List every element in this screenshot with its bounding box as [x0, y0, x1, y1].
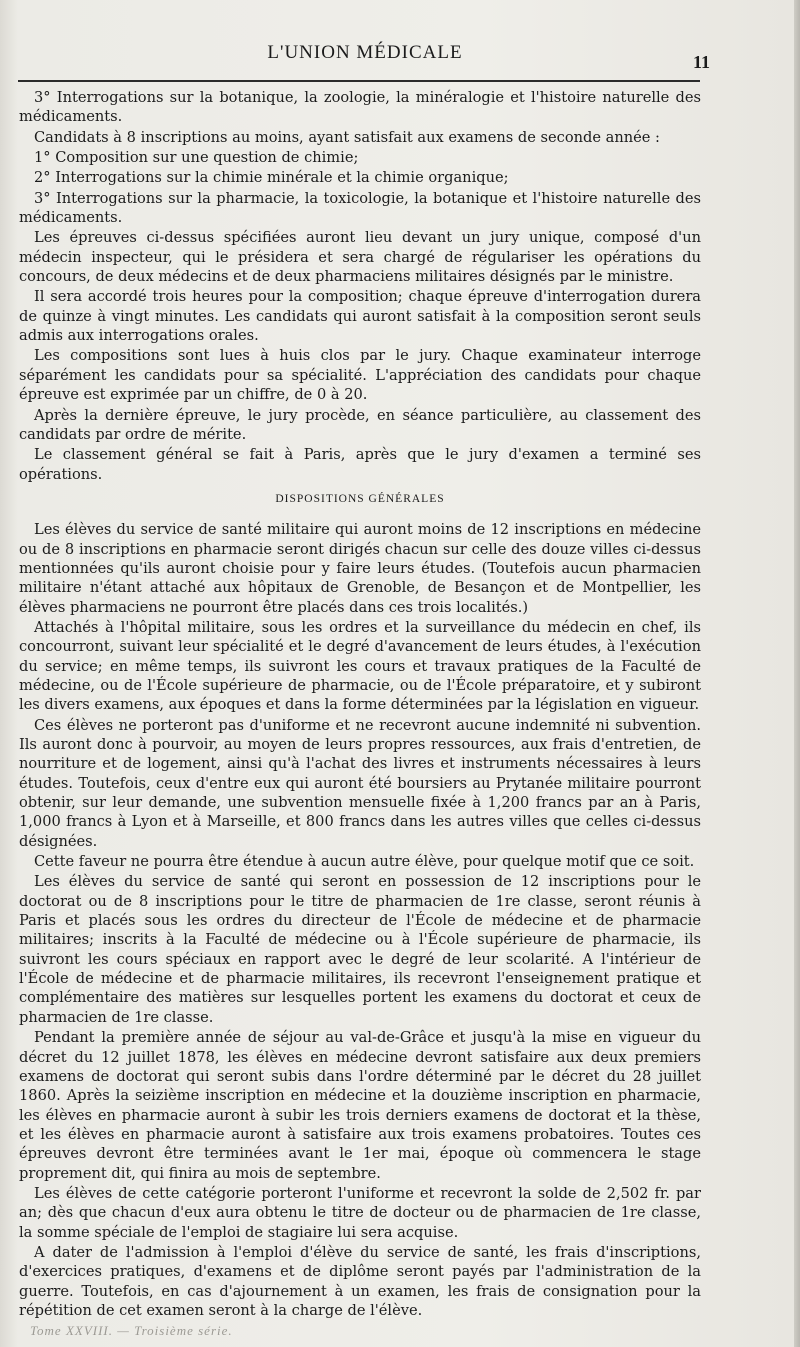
list-item: 3° Interrogations sur la pharmacie, la toxicologie, la botanique et l'histoire naturelle des médicaments. — [19, 189, 701, 227]
paragraph: Les élèves du service de santé militaire qui auront moins de 12 inscriptions en médecine ou de 8 inscriptions en pharmacie seront dirigés chacun sur celle des douze villes ci-dessus mentionnées qu'ils auront choisie pour y faire leurs études. (Toutefois aucun pharmacien militaire n'étant attaché aux hôpitaux de Grenoble, de Besançon et de Montpellier, les élèves pharmaciens ne pourront être placés dans ces trois localités.) — [19, 521, 701, 616]
paragraph: Les compositions sont lues à huis clos par le jury. Chaque examinateur interroge séparément les candidats pour sa spécialité. L'appréciation des candidats pour chaque épreuve est exprimée par un chiffre, de 0 à 20. — [19, 347, 701, 404]
paragraph: 3° Interrogations sur la botanique, la zoologie, la minéralogie et l'histoire naturelle des médicaments. — [19, 89, 701, 126]
paragraph: Il sera accordé trois heures pour la composition; chaque épreuve d'interrogation durera de quinze à vingt minutes. Les candidats qui auront satisfait à la composition seront seuls admis aux interrogations orales. — [19, 288, 701, 345]
article-body — [19, 88, 701, 1321]
running-header — [20, 42, 710, 76]
paragraph: Candidats à 8 inscriptions au moins, ayant satisfait aux examens de seconde année : — [34, 128, 660, 146]
paragraph: Cette faveur ne pourra être étendue à aucun autre élève, pour quelque motif que ce soit. — [34, 853, 695, 871]
bleed-through-footer: Tome XXVIII. — Troisième série. — [30, 1323, 233, 1338]
paragraph: Après la dernière épreuve, le jury procède, en séance particulière, au classement des candidats par ordre de mérite. — [19, 406, 701, 443]
page-number: 11 — [692, 52, 710, 72]
paragraph: A dater de l'admission à l'emploi d'élève du service de santé, les frais d'inscriptions, d'exercices pratiques, d'examens et de diplôme seront payés par l'administration de la guerre. Toutefois, en cas d'ajournement à un examen, les frais de consignation pour la répétition de cet examen seront à la charge de l'élève. — [19, 1243, 701, 1319]
page-edge-shadow — [794, 0, 800, 1347]
paragraph: Attachés à l'hôpital militaire, sous les ordres et la surveillance du médecin en chef, ils concourront, suivant leur spécialité et le degré d'avancement de leurs études, à l'exécution du service; en même temps, ils suivront les cours et travaux pratiques de la Faculté de médecine, ou de l'École supérieure de pharmacie, ou de l'École préparatoire, et y subiront les divers examens, aux époques et dans la forme déterminées par la législation en vigueur. — [19, 618, 701, 714]
paragraph: Les élèves du service de santé qui seront en possession de 12 inscriptions pour le doctorat ou de 8 inscriptions pour le titre de pharmacien de 1re classe, seront réunis à Paris et placés sous les ordres du directeur de l'École de médecine et de pharmacie militaires; inscrits à la Faculté de médecine ou à l'École supérieure de pharmacie, ils suivront les cours spéciaux en rapport avec le degré de leur scolarité. A l'intérieur de l'École de médecine et de pharmacie militaires, ils recevront l'enseignement pratique et complémentaire des matières sur lesquelles portent les examens du doctorat et ceux de pharmacien de 1re classe. — [19, 873, 701, 1026]
paragraph: Les élèves de cette catégorie porteront l'uniforme et recevront la solde de 2,502 fr. par an; dès que chacun d'eux aura obtenu le titre de docteur ou de pharmacien de 1re classe, la somme spéciale de l'emploi de stagiaire lui sera acquise. — [19, 1184, 701, 1241]
journal-title: L'UNION MÉDICALE — [267, 42, 463, 63]
paragraph: Pendant la première année de séjour au val-de-Grâce et jusqu'à la mise en vigueur du décret du 12 juillet 1878, les élèves en médecine devront satisfaire aux deux premiers examens de doctorat qui seront subis dans l'ordre déterminé par le décret du 28 juillet 1860. Après la seizième inscription en médecine et la douzième inscription en pharmacie, les élèves en pharmacie auront à subir les trois derniers examens de doctorat et la thèse, et les élèves en pharmacie auront à satisfaire aux trois examens probatoires. Toutes ces épreuves devront être terminées avant le 1er mai, époque où commencera le stage proprement dit, qui finira au mois de septembre. — [19, 1029, 701, 1182]
list-item: 2° Interrogations sur la chimie minérale et la chimie organique; — [34, 169, 509, 187]
paragraph: Ces élèves ne porteront pas d'uniforme et ne recevront aucune indemnité ni subvention. Ils auront donc à pourvoir, au moyen de leurs propres ressources, aux frais d'entretien, de nourriture et de logement, ainsi qu'à l'achat des livres et instruments nécessaires à leurs études. Toutefois, ceux d'entre eux qui auront été boursiers au Prytanée militaire pourront obtenir, sur leur demande, une subvention mensuelle fixée à 1,200 francs par an à Paris, 1,000 francs à Lyon et à Marseille, et 800 francs dans les autres villes que celles ci-dessus désignées. — [19, 716, 701, 850]
paragraph: Le classement général se fait à Paris, après que le jury d'examen a terminé ses opérations. — [19, 446, 701, 483]
header-rule — [18, 80, 700, 82]
paragraph: Les épreuves ci-dessus spécifiées auront lieu devant un jury unique, composé d'un médecin inspecteur, qui le présidera et sera chargé de régulariser les opérations du concours, de deux médecins et de deux pharmaciens militaires désignés par le ministre. — [19, 229, 701, 286]
list-item: 1° Composition sur une question de chimie; — [34, 149, 359, 167]
section-heading: DISPOSITIONS GÉNÉRALES — [275, 492, 445, 505]
